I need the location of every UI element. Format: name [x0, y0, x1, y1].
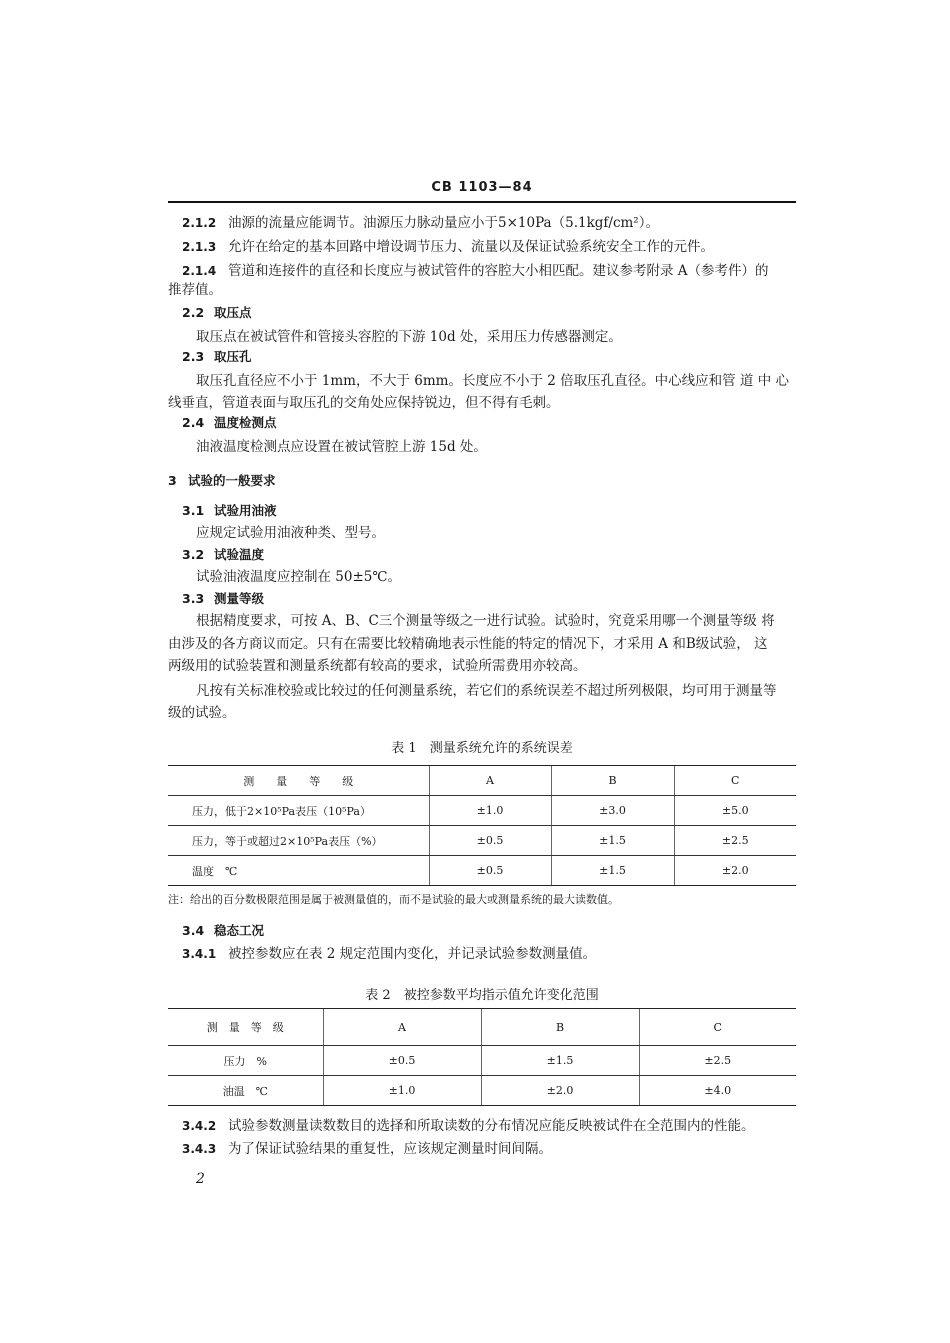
cell: ±1.0: [323, 1076, 481, 1106]
cell: ±0.5: [323, 1046, 481, 1076]
section-3-4-heading: [182, 922, 264, 940]
clause-text: 试验参数测量读数数目的选择和所取读数的分布情况应能反映被试件在全范围内的性能。: [228, 1118, 755, 1134]
section-2-2-heading: [182, 304, 252, 322]
clause-2-1-4: [182, 262, 769, 280]
section-title: 测量等级: [214, 591, 265, 606]
page-number: 2: [196, 1171, 205, 1187]
row-label: 油温 ℃: [168, 1076, 323, 1106]
section-2-3-text: 取压孔直径应不小于 1mm，不大于 6mm。长度应不小于 2 倍取压孔直径。中心线应和管 道 中 心: [196, 373, 790, 389]
section-title: 温度检测点: [214, 415, 277, 430]
clause-3-4-2: [182, 1117, 755, 1135]
header-cell: B: [551, 766, 674, 796]
document-code: CB 1103—84: [431, 180, 533, 195]
cell: ±1.5: [551, 826, 674, 856]
table-2-caption: 表 2 被控参数平均指示值允许变化范围: [365, 988, 599, 1003]
header-cell: C: [639, 1009, 796, 1046]
table-row: [168, 796, 796, 826]
clause-2-1-3: [182, 238, 714, 256]
section-title: 稳态工况: [214, 923, 265, 938]
section-3-3-para1-line3: 两级用的试验装置和测量系统都有较高的要求，试验所需费用亦较高。: [168, 658, 587, 674]
clause-number: 3.4.1: [182, 947, 217, 961]
section-2-2-text: 取压点在被试管件和管接头容腔的下游 10d 处，采用压力传感器测定。: [196, 329, 622, 345]
section-number: 2.2: [182, 305, 205, 320]
row-label: 压力，低于2×10⁵Pa表压（10⁵Pa）: [168, 796, 429, 826]
table-header-row: [168, 1009, 796, 1046]
section-number: 3.4: [182, 923, 205, 938]
cell: ±2.0: [481, 1076, 639, 1106]
section-title: 试验温度: [214, 547, 265, 562]
section-number: 2.4: [182, 415, 205, 430]
section-3-3-para1-line1: 根据精度要求，可按 A、B、C三个测量等级之一进行试验。试验时，究竟采用哪一个测量等级 将: [196, 613, 775, 629]
section-2-3-heading: [182, 348, 252, 366]
section-number: 2.3: [182, 349, 205, 364]
section-number: 3.3: [182, 591, 205, 606]
clause-text: 管道和连接件的直径和长度应与被试管件的容腔大小相匹配。建议参考附录 A（参考件）的: [228, 263, 769, 279]
clause-3-4-3: [182, 1140, 552, 1158]
header-cell: C: [674, 766, 796, 796]
clause-2-1-2: [182, 214, 659, 232]
section-3-1-text: 应规定试验用油液种类、型号。: [196, 525, 385, 541]
header-cell: 测 量 等 级: [168, 1009, 323, 1046]
cell: ±1.5: [551, 856, 674, 886]
section-3-3-heading: [182, 590, 264, 608]
table-row: [168, 826, 796, 856]
header-cell: 测 量 等 级: [168, 766, 429, 796]
cell: ±2.5: [674, 826, 796, 856]
row-label: 压力 %: [168, 1046, 323, 1076]
row-label: 温度 ℃: [168, 856, 429, 886]
cell: ±0.5: [429, 856, 551, 886]
table-1-caption: 表 1 测量系统允许的系统误差: [391, 741, 573, 756]
header-cell: B: [481, 1009, 639, 1046]
cell: ±1.0: [429, 796, 551, 826]
clause-number: 3.4.3: [182, 1142, 217, 1156]
clause-number: 2.1.4: [182, 264, 217, 278]
clause-text: 允许在给定的基本回路中增设调节压力、流量以及保证试验系统安全工作的元件。: [228, 239, 714, 255]
section-title: 取压孔: [214, 349, 252, 364]
clause-number: 2.1.3: [182, 240, 217, 254]
cell: ±1.5: [481, 1046, 639, 1076]
clause-text: 为了保证试验结果的重复性，应该规定测量时间间隔。: [228, 1141, 552, 1157]
clause-2-1-4-cont: 推荐值。: [168, 282, 222, 298]
section-number: 3.1: [182, 503, 205, 518]
clause-number: 2.1.2: [182, 216, 217, 230]
section-3-3-para2-line2: 级的试验。: [168, 705, 236, 721]
cell: ±3.0: [551, 796, 674, 826]
section-2-4-heading: [182, 414, 277, 432]
section-3-2-heading: [182, 546, 264, 564]
cell: ±4.0: [639, 1076, 796, 1106]
clause-text: 被控参数应在表 2 规定范围内变化，并记录试验参数测量值。: [228, 946, 597, 962]
clause-text: 油源的流量应能调节。油源压力脉动量应小于5×10Pa（5.1kgf/cm²）。: [228, 215, 659, 231]
table-1-note: 注：给出的百分数极限范围是属于被测量值的，而不是试验的最大或测量系统的最大读数值。: [168, 893, 619, 906]
section-3-1-heading: [182, 502, 277, 520]
cell: ±2.5: [639, 1046, 796, 1076]
cell: ±5.0: [674, 796, 796, 826]
section-title: 试验的一般要求: [188, 473, 276, 488]
table-1: [168, 765, 796, 886]
table-row: [168, 856, 796, 886]
section-3-3-para2-line1: 凡按有关标准校验或比较过的任何测量系统，若它们的系统误差不超过所列极限，均可用于测量等: [196, 683, 777, 699]
header-rule: [168, 201, 796, 203]
row-label: 压力，等于或超过2×10⁵Pa表压（%）: [168, 826, 429, 856]
section-3-heading: [168, 472, 276, 490]
table-2: [168, 1008, 796, 1106]
clause-3-4-1: [182, 945, 596, 963]
section-number: 3: [168, 473, 177, 488]
table-header-row: [168, 766, 796, 796]
header-cell: A: [323, 1009, 481, 1046]
cell: ±0.5: [429, 826, 551, 856]
section-3-3-para1-line2: 由涉及的各方商议而定。只有在需要比较精确地表示性能的特定的情况下，才采用 A 和B级试验， 这: [168, 636, 768, 652]
section-2-3-text-cont: 线垂直，管道表面与取压孔的交角处应保持锐边，但不得有毛刺。: [168, 395, 560, 411]
section-title: 取压点: [214, 305, 252, 320]
section-2-4-text: 油液温度检测点应设置在被试管腔上游 15d 处。: [196, 439, 487, 455]
section-3-2-text: 试验油液温度应控制在 50±5℃。: [196, 569, 401, 585]
section-title: 试验用油液: [214, 503, 277, 518]
table-row: [168, 1046, 796, 1076]
header-cell: A: [429, 766, 551, 796]
cell: ±2.0: [674, 856, 796, 886]
clause-number: 3.4.2: [182, 1119, 217, 1133]
section-number: 3.2: [182, 547, 205, 562]
table-row: [168, 1076, 796, 1106]
